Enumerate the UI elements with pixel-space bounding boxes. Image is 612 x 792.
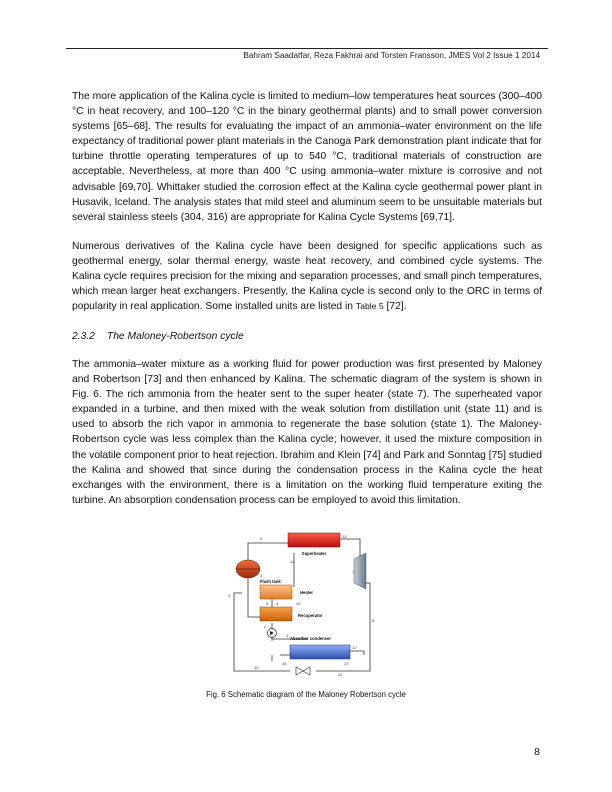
subsection-number: 2.3.2 [72, 331, 95, 342]
page-number: 8 [534, 746, 540, 758]
state-number: 4 [276, 601, 279, 606]
subsection-title: The Maloney-Robertson cycle [106, 331, 244, 342]
state-number: 6 [260, 536, 263, 541]
turbine-icon [354, 553, 366, 589]
state-number: 10 [254, 665, 259, 670]
table-reference: Table 5 [355, 301, 384, 312]
state-number: 11 [338, 672, 343, 677]
heater-label: Heater [300, 590, 314, 595]
state-number: 16 [282, 661, 287, 666]
flash-tank-label: Flash tank [260, 579, 281, 584]
state-number: 17 [344, 661, 349, 666]
paragraph-kalina-materials: The more application of the Kalina cycle is limited to medium–low temperatures heat sources (300–400 °C in heat recovery, and 100–120 °C in the binary geothermal plants) and to small power conversion systems [65–68]. The results for evaluating the impact of an ammonia–water environment on the life expectancy of traditional power plant materials in the Canoga Park demonstration plant indicate that for turbine throttle operating temperatures of up to 540 °C, traditional materials of construction are acceptable. Nevertheless, at more than 400 °C using ammonia–water mixture is corrosive and not advisable [69,70]. Whittaker studied the corrosion effect at the Kalina cycle geothermal power plant in Husavik, Iceland. The analysis states that mild steel and aluminum seem to be unsuitable materials but several stainless steels (304, 316) are appropriate for Kalina Cycle Systems [69,71]. [72, 91, 542, 223]
paragraph-maloney-robertson: The ammonia–water mixture as a working fluid for power production was first presented by Maloney and Robertson [73] and then enhanced by Kalina. The schematic diagram of the system is shown in Fig. 6. The rich ammonia from the heater sent to the super heater (state 7). The superheated vapor expanded in a turbine, and then mixed with the weak solution from distillation unit (state 11) and is used to absorb the rich vapor in ammonia to regenerate the base solution (state 1). The Maloney-Robertson cycle was less complex than the Kalina cycle; however, it used the mixture composition in the volatile component prior to heat rejection. Ibrahim and Klein [74] and Park and Sonntag [75] studied the Kalina and showed that since during the condensation process in the Kalina cycle the heat exchanges with the environment, there is a limitation on the working fluid temperature exiting the turbine. An absorption condensation process can be employed to avoid this limitation. [72, 359, 542, 506]
recuperator-unit [260, 607, 292, 621]
state-number: 14 [290, 559, 295, 564]
state-number: 9 [228, 593, 231, 598]
state-number: 12 [352, 645, 357, 650]
valve-left-icon [296, 667, 303, 675]
cycle-schematic [220, 529, 390, 677]
figure-caption: Fig. 6 Schematic diagram of the Maloney Robertson cycle [206, 690, 406, 699]
heater-unit [260, 585, 292, 599]
absorber-condenser-label: Absorber condenser [290, 636, 331, 641]
absorber-condenser-unit [290, 645, 350, 659]
state-number: 3 [260, 573, 263, 578]
valve-right-icon [303, 667, 310, 675]
superheater-unit [288, 533, 340, 547]
figure-maloney-robertson [220, 529, 390, 682]
paragraph-text: Numerous derivatives of the Kalina cycle have been designed for specific applications such as geothermal energy, solar thermal energy, waste heat recovery, and combined cycle systems. The Kalina cycle requires precision for the mixing and separation processes, and small pinch temperatures, which mean larger heat exchangers. Presently, the Kalina cycle is second only to the ORC in terms of popularity in real application. Some installed units are listed in [72, 241, 542, 313]
citation-text: [72]. [383, 301, 407, 313]
superheater-label: Superheater [301, 551, 327, 556]
recuperator-label: Recuperator [298, 613, 323, 618]
state-number: 2 [264, 624, 267, 629]
paragraph-kalina-derivatives [72, 239, 542, 314]
state-number: 13 [342, 534, 347, 539]
header-rule [66, 48, 548, 49]
state-number: 1 [286, 633, 289, 638]
state-number: 15 [296, 601, 301, 606]
state-number: 7 [352, 570, 355, 575]
state-number: 8 [372, 618, 375, 623]
running-head: Bahram Saadatfar, Reza Fakhrai and Torsten Fransson, JMES Vol 2 Issue 1 2014 [243, 51, 540, 60]
state-number: 5 [266, 601, 269, 606]
subsection-heading [72, 331, 244, 342]
